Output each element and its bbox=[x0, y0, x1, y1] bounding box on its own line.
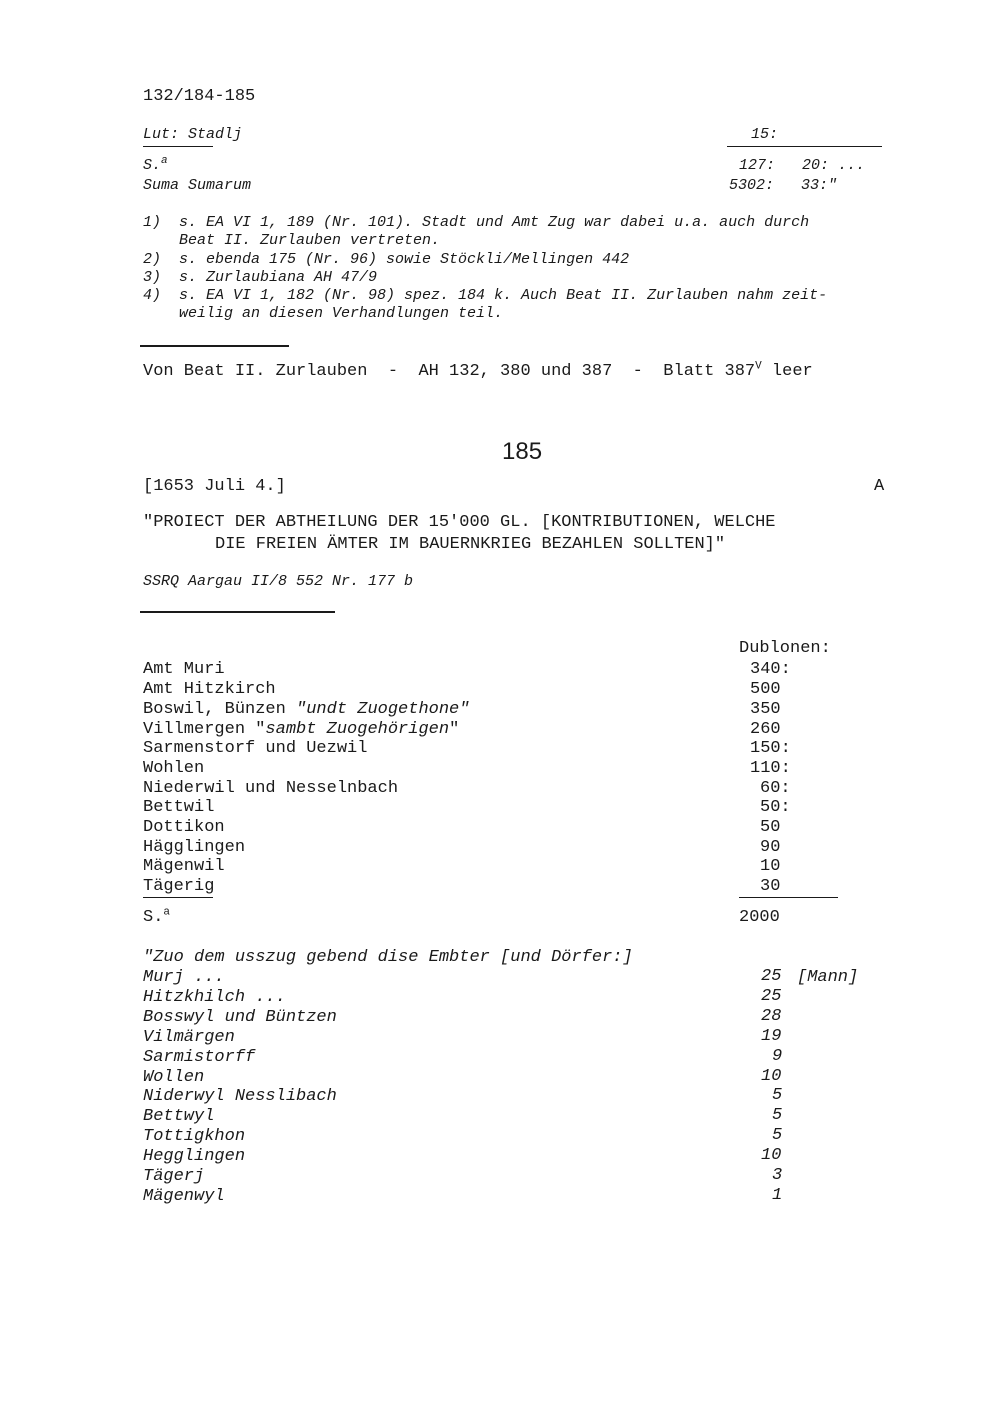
footnote-number: 4) bbox=[143, 287, 162, 304]
row-name: Sarmenstorf und Uezwil bbox=[143, 739, 368, 758]
list-item bbox=[143, 1008, 863, 1028]
row-value: 500 bbox=[750, 680, 781, 699]
item-value: 3 bbox=[772, 1166, 783, 1185]
row-name: Niederwil und Nesselnbach bbox=[143, 779, 399, 798]
row-value: 260 bbox=[750, 720, 781, 739]
item-value: 1 bbox=[772, 1186, 783, 1205]
page-header: 132/184-185 bbox=[143, 87, 256, 106]
table-row bbox=[143, 779, 863, 799]
footnote-text-continued: Beat II. Zurlauben vertreten. bbox=[179, 232, 441, 249]
row-name: Dottikon bbox=[143, 818, 225, 837]
row-name: Wohlen bbox=[143, 759, 205, 778]
section-divider bbox=[140, 345, 289, 347]
footnote-text: s. EA VI 1, 189 (Nr. 101). Stadt und Amt Zug war dabei u.a. auch durch bbox=[179, 214, 810, 231]
list-item bbox=[143, 1048, 863, 1068]
item-name: Hitzkhilch ... bbox=[143, 988, 286, 1007]
row-value: 340: bbox=[750, 660, 791, 679]
row-name: Amt Hitzkirch bbox=[143, 680, 276, 699]
list-item bbox=[143, 1028, 863, 1048]
row-value: 50: bbox=[760, 798, 791, 817]
item-value: 5 bbox=[772, 1126, 783, 1145]
sum-value: 2000 bbox=[739, 908, 780, 927]
footnote-text: s. ebenda 175 (Nr. 96) sowie Stöckli/Mellingen 442 bbox=[179, 251, 630, 268]
footnote-number: 2) bbox=[143, 251, 162, 268]
table-sum-rule bbox=[739, 897, 838, 898]
table-row bbox=[143, 720, 863, 740]
entry-title-line1: "PROIECT DER ABTHEILUNG DER 15'000 GL. [KONTRIBUTIONEN, WELCHE bbox=[143, 513, 776, 532]
item-value: 28 bbox=[761, 1007, 782, 1026]
row-value: 90 bbox=[760, 838, 781, 857]
row-value: 10 bbox=[760, 857, 781, 876]
item-value: 19 bbox=[761, 1027, 782, 1046]
item-value: 25 bbox=[761, 987, 782, 1006]
item-value: 10 bbox=[761, 1067, 782, 1086]
item-value: 9 bbox=[772, 1047, 783, 1066]
table-row bbox=[143, 877, 863, 897]
item-value: 5 bbox=[772, 1086, 783, 1105]
list-item bbox=[143, 1127, 863, 1147]
table-row bbox=[143, 680, 863, 700]
item-value: 5 bbox=[772, 1106, 783, 1125]
row-value: 60: bbox=[760, 779, 791, 798]
source-note: Von Beat II. Zurlauben - AH 132, 380 und 387 - Blatt $387^V$ leer bbox=[143, 360, 813, 381]
item-name: Wollen bbox=[143, 1068, 205, 1087]
footnote-text: s. EA VI 1, 182 (Nr. 98) spez. 184 k. Auch Beat II. Zurlauben nahm zeit- bbox=[179, 287, 828, 304]
table-row bbox=[143, 660, 863, 680]
unit-label: [Mann] bbox=[797, 968, 859, 987]
list-item bbox=[143, 988, 863, 1008]
carryover-label-lut: Lut: Stadlj bbox=[143, 126, 243, 143]
footnote-number: 1) bbox=[143, 214, 162, 231]
section-divider bbox=[140, 611, 335, 613]
row-name: Villmergen "sambt Zuogehörigen" bbox=[143, 720, 460, 739]
item-name: Bosswyl und Büntzen bbox=[143, 1008, 337, 1027]
item-name: Bettwyl bbox=[143, 1107, 215, 1126]
entry-date: [1653 Juli 4.] bbox=[143, 477, 286, 496]
entry-title-line2: DIE FREIEN ÄMTER IM BAUERNKRIEG BEZAHLEN SOLLTEN]" bbox=[215, 535, 726, 554]
row-name: Hägglingen bbox=[143, 838, 246, 857]
item-value: 25 bbox=[761, 967, 782, 986]
auszug-intro: "Zuo dem usszug gebend dise Embter [und Dörfer:] bbox=[143, 948, 633, 967]
list-item bbox=[143, 1147, 863, 1167]
row-name: Boswil, Bünzen "undt Zuogethone" bbox=[143, 700, 470, 719]
sum-label: S.$^a$ bbox=[143, 906, 171, 927]
item-name: Hegglingen bbox=[143, 1147, 246, 1166]
list-item bbox=[143, 1107, 863, 1127]
footnote-text: s. Zurlaubiana AH 47/9 bbox=[179, 269, 378, 286]
table-row bbox=[143, 857, 863, 877]
carryover-value-suma: 5302: 33:" bbox=[729, 177, 838, 194]
row-name: Tägerig bbox=[143, 877, 215, 896]
table-row bbox=[143, 739, 863, 759]
row-value: 110: bbox=[750, 759, 791, 778]
row-name: Amt Muri bbox=[143, 660, 225, 679]
entry-marker: A bbox=[874, 477, 885, 496]
list-item bbox=[143, 1167, 863, 1187]
row-value: 350 bbox=[750, 700, 781, 719]
row-name: Mägenwil bbox=[143, 857, 225, 876]
item-name: Niderwyl Nesslibach bbox=[143, 1087, 337, 1106]
list-item bbox=[143, 968, 863, 988]
carryover-sum-rule bbox=[727, 146, 882, 147]
row-value: 30 bbox=[760, 877, 781, 896]
item-name: Murj ... bbox=[143, 968, 225, 987]
item-name: Mägenwyl bbox=[143, 1187, 225, 1206]
list-item bbox=[143, 1068, 863, 1088]
row-name: Bettwil bbox=[143, 798, 215, 817]
carryover-value-lut: 15: bbox=[751, 126, 779, 143]
table-row bbox=[143, 818, 863, 838]
footnote-number: 3) bbox=[143, 269, 162, 286]
table-row bbox=[143, 700, 863, 720]
dublonen-header: Dublonen: bbox=[739, 639, 831, 658]
list-item bbox=[143, 1087, 863, 1107]
table-row bbox=[143, 759, 863, 779]
row-value: 50 bbox=[760, 818, 781, 837]
carryover-label-sa: S.$^a$ bbox=[143, 155, 168, 174]
item-name: Vilmärgen bbox=[143, 1028, 235, 1047]
table-row bbox=[143, 838, 863, 858]
item-value: 10 bbox=[761, 1146, 782, 1165]
item-name: Tägerj bbox=[143, 1167, 205, 1186]
list-item bbox=[143, 1187, 863, 1207]
carryover-label-underline bbox=[143, 146, 213, 147]
table-row bbox=[143, 798, 863, 818]
row-value: 150: bbox=[750, 739, 791, 758]
carryover-label-suma: Suma Sumarum bbox=[143, 177, 252, 194]
carryover-value-sa: 127: 20: ... bbox=[739, 157, 866, 174]
table-underline bbox=[143, 897, 213, 898]
entry-number: 185 bbox=[502, 438, 543, 465]
item-name: Sarmistorff bbox=[143, 1048, 256, 1067]
entry-reference: SSRQ Aargau II/8 552 Nr. 177 b bbox=[143, 573, 414, 590]
footnote-text-continued: weilig an diesen Verhandlungen teil. bbox=[179, 305, 504, 322]
item-name: Tottigkhon bbox=[143, 1127, 246, 1146]
